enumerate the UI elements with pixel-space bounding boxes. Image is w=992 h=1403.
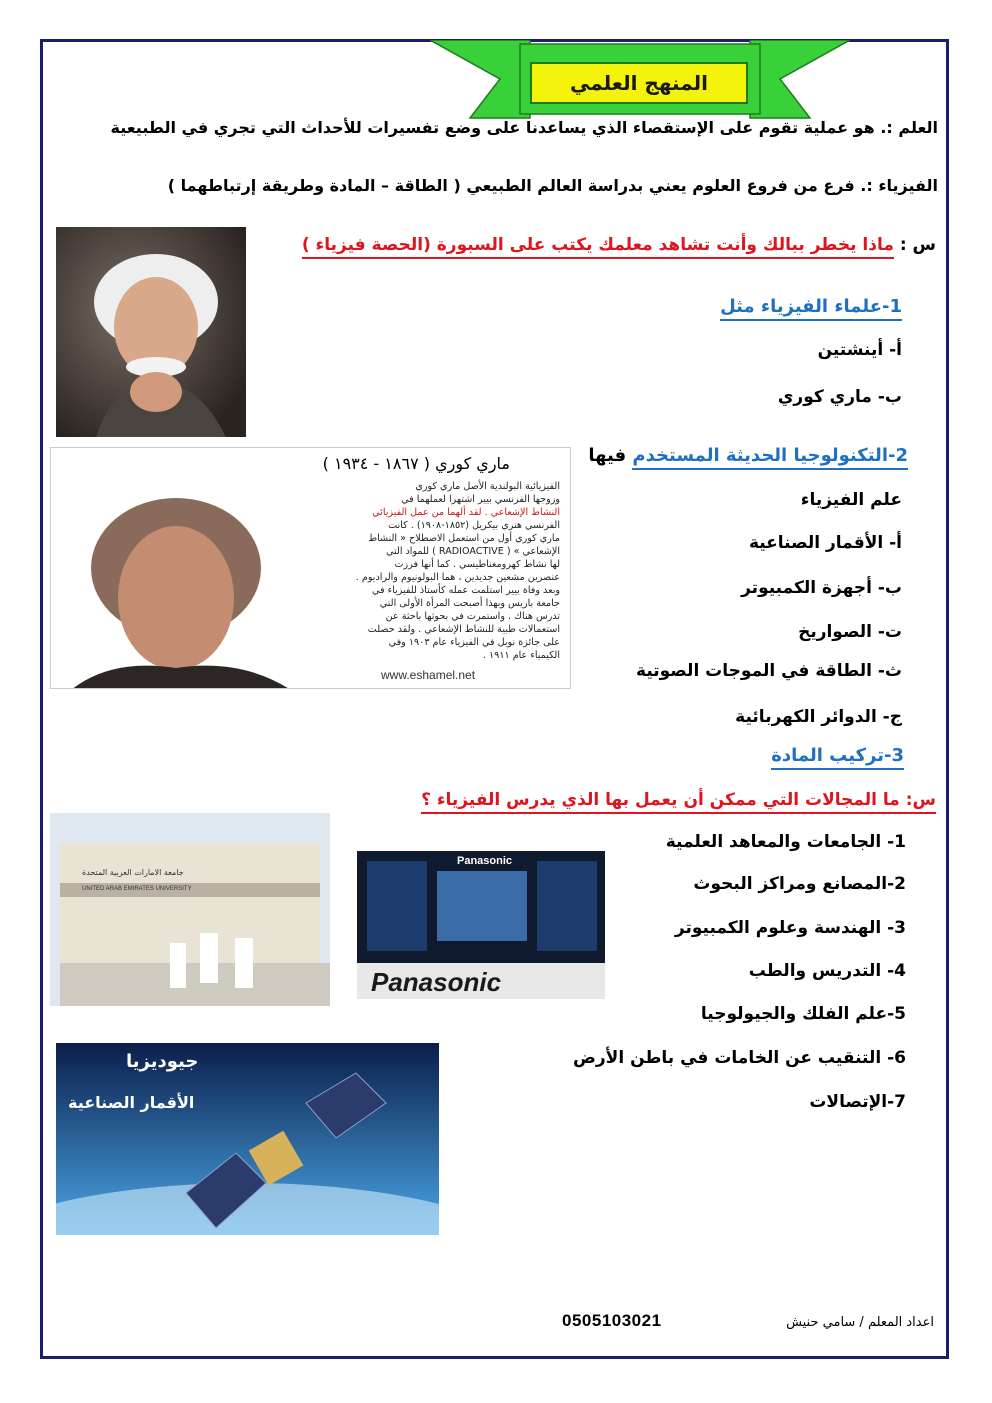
section-2-heading — [588, 445, 908, 466]
footer-phone: 0505103021 — [562, 1311, 662, 1330]
question-2-text: س: ما المجالات التي ممكن أن يعمل بها الذي يدرس الفيزياء ؟ — [421, 790, 936, 814]
footer-author: اعداد المعلم / سامي حنيش — [786, 1315, 934, 1330]
university-illustration — [50, 813, 330, 1006]
curie-card-line: لها نشاط كهرومغناطيسي . كما أنها فرزت — [394, 559, 560, 570]
question-1-text: ماذا يخطر ببالك وأنت تشاهد معلمك يكتب على السبورة (الحصة فيزياء ) — [302, 235, 894, 259]
section-3-heading-text: 3-تركيب المادة — [771, 745, 904, 770]
curie-card-line: ماري كوري أول من استعمل الاصطلاح « النشاط — [368, 533, 560, 544]
satellite-title: جيوديزيا — [126, 1051, 199, 1072]
section-2-heading-tail: فيها — [588, 445, 627, 466]
section-2-item-d: ث- الطاقة في الموجات الصوتية — [636, 661, 902, 681]
field-item-1: 1- الجامعات والمعاهد العلمية — [665, 832, 906, 852]
section-2-heading-main: 2-التكنولوجيا الحديثة المستخدم — [632, 445, 908, 470]
curie-card-line: النشاط الإشعاعي . لقد ألهما من عمل الفيزيائي — [372, 507, 560, 518]
curie-card-line: وبعد وفاة بيير استلمت عمله كأستاذ للفيزياء في — [371, 585, 560, 596]
curie-card-line: الإشعاعي » ( RADIOACTIVE ) للمواد التي — [386, 546, 560, 557]
satellite-photo — [56, 1043, 439, 1235]
section-1-item-a: أ- أينشتين — [817, 340, 902, 360]
question-1-prefix: س : — [899, 235, 936, 255]
panasonic-store-photo — [357, 851, 605, 999]
university-sign-en: UNITED ARAB EMIRATES UNIVERSITY — [82, 886, 192, 892]
panasonic-logo: Panasonic — [371, 967, 502, 997]
curie-card-site: www.eshamel.net — [381, 668, 476, 682]
curie-card-line: على جائزة نوبل في الفيزياء عام ١٩٠٣ وفي — [388, 637, 560, 648]
section-3-heading — [771, 745, 904, 766]
field-item-2: 2-المصانع ومراكز البحوث — [693, 874, 906, 894]
curie-card-title: ماري كوري ( ١٨٦٧ - ١٩٣٤ ) — [322, 454, 510, 473]
question-2 — [421, 790, 936, 810]
section-1-heading — [720, 296, 902, 317]
curie-card-line: الكيمياء عام ١٩١١ . — [482, 650, 560, 661]
curie-card-line: تدرس هناك . واستمرت في بحوثها باحثة عن — [385, 611, 560, 622]
section-2-sub: علم الفيزياء — [800, 490, 902, 510]
section-1-item-b: ب- ماري كوري — [777, 387, 902, 407]
university-sign: جامعة الامارات العربية المتحدة — [82, 868, 184, 877]
section-2-item-c: ت- الصواريخ — [798, 622, 902, 642]
section-1-heading-text: 1-علماء الفيزياء مثل — [720, 296, 902, 321]
physics-definition: الفيزياء :. فرع من فروع العلوم يعني بدراسة العالم الطبيعي ( الطاقة – المادة وطريقة إرتباطهما ) — [167, 176, 938, 195]
university-photo — [50, 813, 330, 1006]
science-definition: العلم :. هو عملية تقوم على الإستقصاء الذي يساعدنا على وضع تفسيرات للأحداث التي تجري في الطبيعية — [110, 118, 938, 137]
einstein-illustration — [56, 227, 246, 437]
curie-card — [50, 447, 571, 689]
curie-card-line: عنصرين مشعين جديدين ، هما البولونيوم والراديوم . — [355, 572, 560, 583]
field-item-3: 3- الهندسة وعلوم الكمبيوتر — [674, 918, 906, 938]
page-title: المنهج العلمي — [530, 62, 748, 104]
curie-card-line: وزوجها الفرنسي بيير اشتهرا لعملهما في — [401, 494, 560, 505]
section-2-item-b: ب- أجهزة الكمبيوتر — [741, 578, 902, 598]
field-item-5: 5-علم الفلك والجيولوجيا — [700, 1004, 906, 1024]
einstein-photo — [56, 227, 246, 437]
curie-portrait — [51, 478, 291, 689]
curie-card-line: الفيزيائية البولندية الأصل ماري كوري — [415, 481, 560, 492]
field-item-6: 6- التنقيب عن الخامات في باطن الأرض — [573, 1048, 906, 1068]
satellite-subtitle: الأقمار الصناعية — [68, 1093, 195, 1112]
field-item-7: 7-الإتصالات — [809, 1092, 906, 1112]
curie-card-line: استعمالات طبية للنشاط الإشعاعي . ولقد حصلت — [367, 624, 560, 635]
section-2-item-a: أ- الأقمار الصناعية — [748, 533, 902, 553]
curie-card-line: الفرنسي هنري بيكريل (١٨٥٢-١٩٠٨) . كانت — [388, 520, 560, 531]
curie-card-body — [290, 480, 560, 662]
curie-illustration — [51, 478, 291, 689]
field-item-4: 4- التدريس والطب — [748, 961, 906, 981]
curie-card-line: جامعة باريس وبهذا أصبحت المرأة الأولى التي — [379, 598, 560, 609]
section-2-item-e: ج- الدوائر الكهربائية — [735, 707, 902, 727]
satellite-illustration — [56, 1043, 439, 1235]
panasonic-sign: Panasonic — [457, 855, 513, 867]
question-1 — [302, 235, 936, 255]
